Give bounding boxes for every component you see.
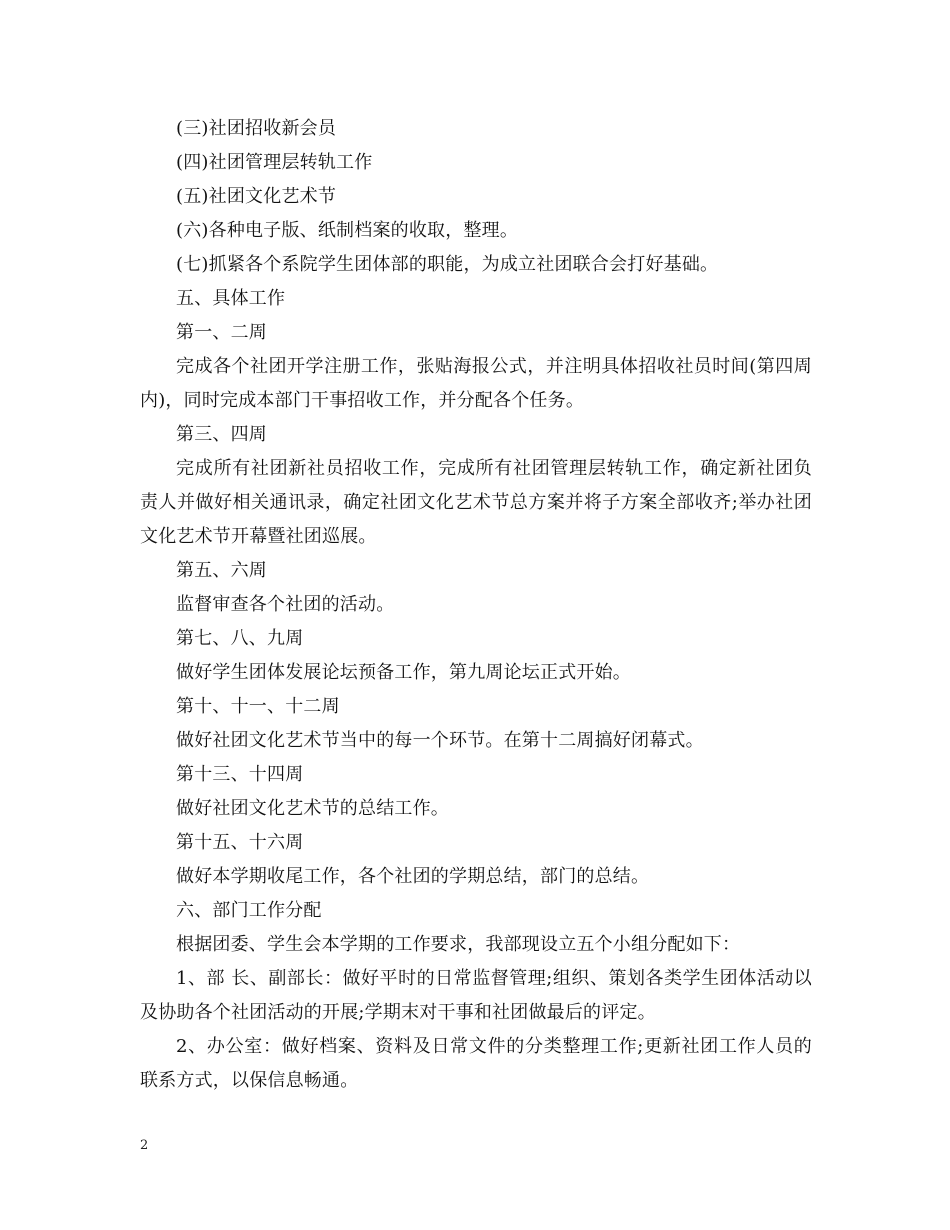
- paragraph: 做好社团文化艺术节当中的每一个环节。在第十二周搞好闭幕式。: [176, 730, 704, 751]
- paragraph: 1、部 长、副部长：做好平时的日常监督管理;组织、策划各类学生团体活动以及协助各个社团活动的开展;学期末对干事和社团做最后的评定。: [140, 968, 812, 1023]
- paragraph: (七)抓紧各个系院学生团体部的职能，为成立社团联合会打好基础。: [176, 254, 719, 275]
- paragraph: 2、办公室：做好档案、资料及日常文件的分类整理工作;更新社团工作人员的联系方式，以保信息畅通。: [140, 1036, 812, 1091]
- week-heading: 第十、十一、十二周: [176, 696, 340, 717]
- paragraph: 根据团委、学生会本学期的工作要求，我部现设立五个小组分配如下：: [176, 934, 741, 955]
- page-number: 2: [140, 1138, 149, 1153]
- paragraph: 完成各个社团开学注册工作，张贴海报公式，并注明具体招收社员时间(第四周内)，同时完成本部门干事招收工作，并分配各个任务。: [140, 356, 812, 411]
- paragraph: (五)社团文化艺术节: [176, 186, 337, 207]
- paragraph: (三)社团招收新会员: [176, 118, 337, 139]
- paragraph: 做好学生团体发展论坛预备工作，第九周论坛正式开始。: [176, 662, 631, 683]
- week-heading: 第一、二周: [176, 322, 267, 343]
- section-heading: 六、部门工作分配: [176, 900, 322, 921]
- document-body: [140, 112, 812, 1098]
- week-heading: 第三、四周: [176, 424, 267, 445]
- paragraph: (六)各种电子版、纸制档案的收取，整理。: [176, 220, 519, 241]
- week-heading: 第五、六周: [176, 560, 267, 581]
- paragraph: 做好本学期收尾工作，各个社团的学期总结，部门的总结。: [176, 866, 650, 887]
- paragraph: 完成所有社团新社员招收工作，完成所有社团管理层转轨工作，确定新社团负责人并做好相关通讯录，确定社团文化艺术节总方案并将子方案全部收齐;举办社团文化艺术节开幕暨社团巡展。: [140, 458, 812, 547]
- paragraph: 监督审查各个社团的活动。: [176, 594, 395, 615]
- week-heading: 第七、八、九周: [176, 628, 304, 649]
- week-heading: 第十五、十六周: [176, 832, 304, 853]
- section-heading: 五、具体工作: [176, 288, 286, 309]
- paragraph: (四)社团管理层转轨工作: [176, 152, 373, 173]
- week-heading: 第十三、十四周: [176, 764, 304, 785]
- paragraph: 做好社团文化艺术节的总结工作。: [176, 798, 449, 819]
